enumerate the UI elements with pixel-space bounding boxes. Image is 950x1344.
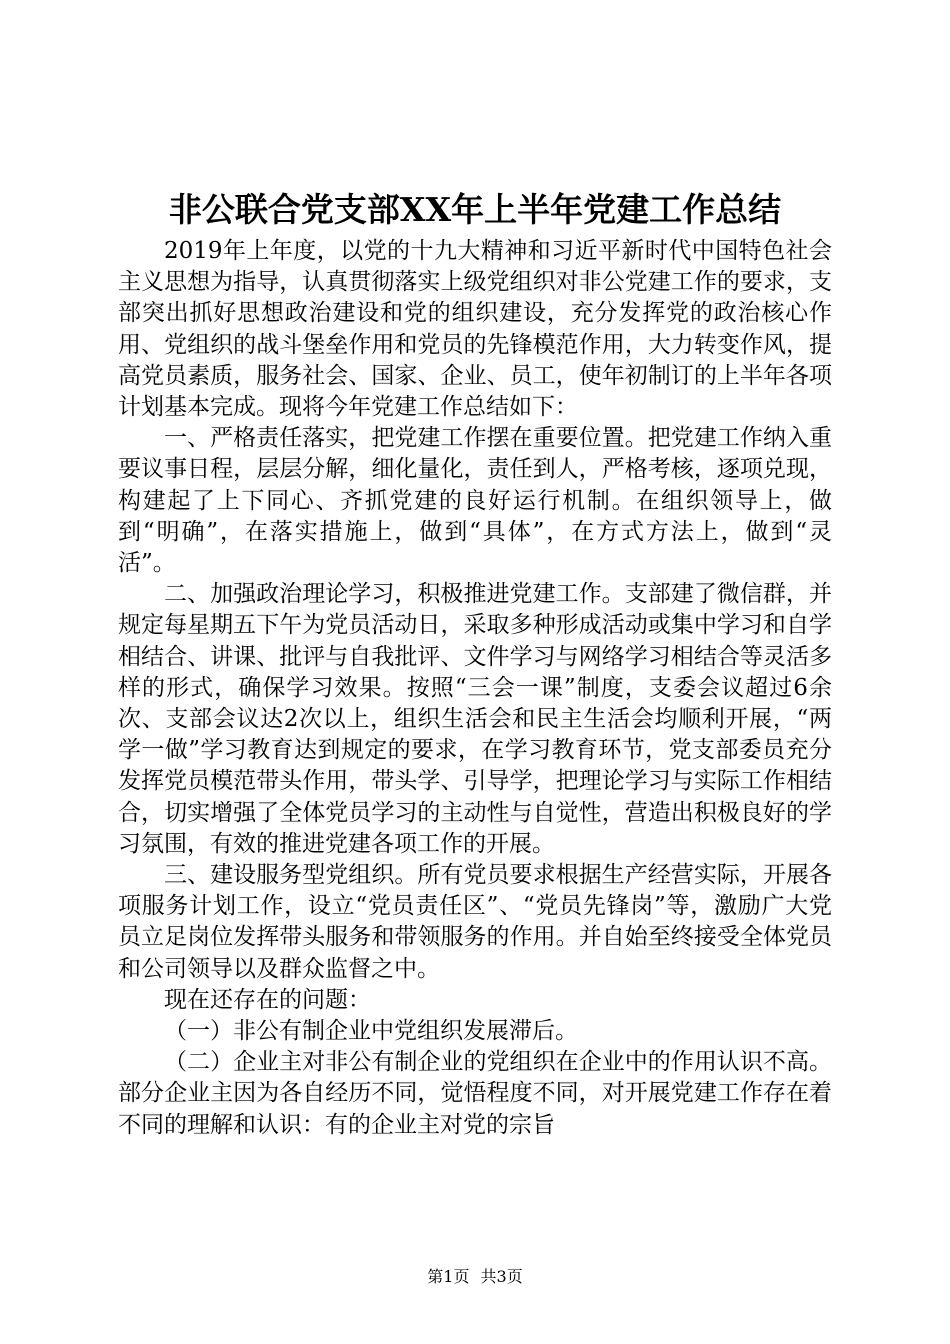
- paragraph-problem-1: （一）非公有制企业中党组织发展滞后。: [164, 1018, 578, 1045]
- paragraph-problems-heading: 现在还存在的问题：: [164, 986, 371, 1013]
- paragraph-problem-2: （二）企业主对非公有制企业的党组织在企业中的作用认识不高。部分企业主因为各自经历不同，觉悟程度不同，对开展党建工作存在着不同的理解和认识：有的企业主对党的宗旨: [118, 1049, 832, 1138]
- document-title: 非公联合党支部XX年上半年党建工作总结: [168, 190, 782, 229]
- paragraph-section-3: 三、建设服务型党组织。所有党员要求根据生产经营实际，开展各项服务计划工作，设立“党员责任区”、“党员先锋岗”等，激励广大党员立足岗位发挥带头服务和带领服务的作用。并自始至终接受全体党员和公司领导以及群众监督之中。: [118, 862, 832, 982]
- paragraph-section-2: 二、加强政治理论学习，积极推进党建工作。支部建了微信群，并规定每星期五下午为党员活动日，采取多种形成活动或集中学习和自学相结合、讲课、批评与自我批评、文件学习与网络学习相结合等灵活多样的形式，确保学习效果。按照“三会一课”制度，支委会议超过6余次、支部会议达2次以上，组织生活会和民主生活会均顺利开展，“两学一做”学习教育达到规定的要求，在学习教育环节，党支部委员充分发挥党员模范带头作用，带头学、引导学，把理论学习与实际工作相结合，切实增强了全体党员学习的主动性与自觉性，营造出积极良好的学习氛围，有效的推进党建各项工作的开展。: [118, 581, 832, 857]
- page-number: 第1页: [427, 1267, 470, 1286]
- page-footer: [0, 1266, 950, 1288]
- paragraph-intro: 2019年上年度，以党的十九大精神和习近平新时代中国特色社会主义思想为指导，认真贯彻落实上级党组织对非公党建工作的要求，支部突出抓好思想政治建设和党的组织建设，充分发挥党的政治核心作用、党组织的战斗堡垒作用和党员的先锋模范作用，大力转变作风，提高党员素质，服务社会、国家、企业、员工，使年初制订的上半年各项计划基本完成。现将今年党建工作总结如下：: [118, 238, 832, 421]
- document-body: [118, 236, 832, 1141]
- paragraph-section-1: 一、严格责任落实，把党建工作摆在重要位置。把党建工作纳入重要议事日程，层层分解，细化量化，责任到人，严格考核，逐项兑现，构建起了上下同心、齐抓党建的良好运行机制。在组织领导上，做到“明确”，在落实措施上，做到“具体”，在方式方法上，做到“灵活”。: [118, 425, 832, 577]
- page-total: 共3页: [480, 1267, 523, 1286]
